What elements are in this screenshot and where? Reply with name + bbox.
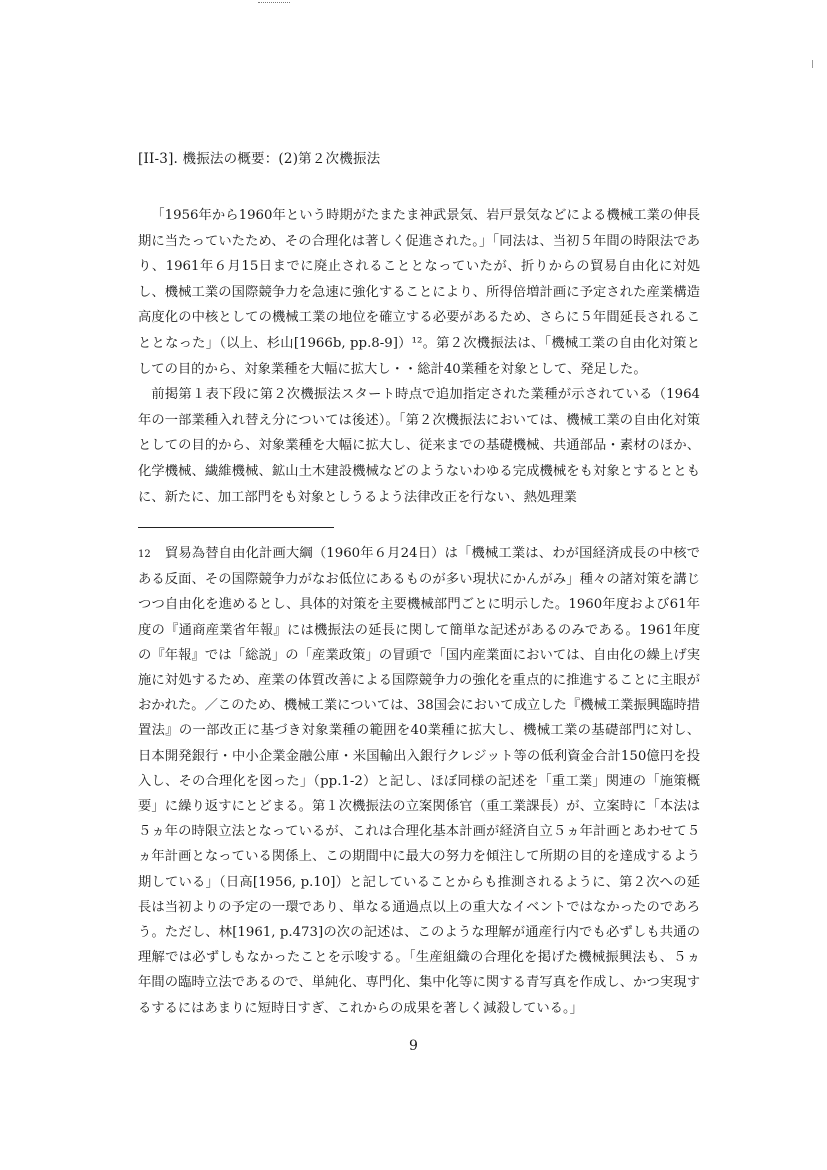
footnote-separator bbox=[138, 527, 334, 528]
scan-artifact bbox=[258, 2, 290, 4]
paragraph: 前掲第１表下段に第２次機振法スタート時点で追加指定された業種が示されている（1964年の一部業種入れ替え分については後述）。「第２次機振法においては、機械工業の自由化対策としての目的から、対象業種を大幅に拡大し、従来までの基礎機械、共通部品・素材のほか、化学機械、繊維機械、鉱山土木建設機械などのようないわゆる完成機械をも対象とするとともに、新たに、加工部門をも対象としうるよう法律改正を行ない、熱処理業 bbox=[138, 387, 700, 505]
footnote-text: 貿易為替自由化計画大綱（1960年６月24日）は「機械工業は、わが国経済成長の中核である反面、その国際競争力がなお低位にあるものが多い現状にかんがみ」種々の諸対策を講じつつ自由化を進めるとし、具体的対策を主要機械部門ごとに明示した。1960年度および61年度の『通商産業省年報』には機振法の延長に関して簡単な記述があるのみである。1961年度の『年報』では「総説」の「産業政策」の冒頭で「国内産業面においては、自由化の繰上げ実施に対処するため、産業の体質改善による国際競争力の強化を重点的に推進することに主眼がおかれた。／このため、機械工業については、38国会において成立した『機械工業振興臨時措置法』の一部改正に基づき対象業種の範囲を40業種に拡大し、機械工業の基礎部門に対し、日本開発銀行・中小企業金融公庫・米国輸出入銀行クレジット等の低利資金合計150億円を投入し、その合理化を図った」（pp.1-2）と記し、ほぼ同様の記述を「重工業」関連の「施策概要」に繰り返すにとどまる。第１次機振法の立案関係官（重工業課長）が、立案時に「本法は５ヵ年の時限立法となっているが、これは合理化基本計画が経済自立５ヵ年計画とあわせて５ヵ年計画となっている関係上、この期間中に最大の努力を傾注して所期の目的を達成するよう期している」（日高[1956, p.10]）と記していることからも推測されるように、第２次への延長は当初よりの予定の一環であり、単なる通過点以上の重大なイベントではなかったのであろう。ただし、林[1961, p.473]の次の記述は、このような理解が通産行内でも必ずしも共通の理解では必ずしもなかったことを示唆する。「生産組織の合理化を掲げた機械振興法も、５ヵ年間の臨時立法であるので、単純化、専門化、集中化等に関する青写真を作成し、かつ実現するするにはあまりに短時日すぎ、これからの成果を著しく減殺している。」 bbox=[138, 546, 700, 1016]
section-heading: [II-3]. 機振法の概要：(2)第２次機振法 bbox=[138, 151, 381, 167]
footnote-paragraph bbox=[138, 541, 700, 1021]
body-text bbox=[138, 203, 700, 510]
paragraph: 「1956年から1960年という時期がたまたま神武景気、岩戸景気などによる機械工業の伸長期に当たっていたため、その合理化は著しく促進された。」「同法は、当初５年間の時限法であり、1961年６月15日までに廃止されることとなっていたが、折りからの貿易自由化に対処し、機械工業の国際競争力を急速に強化することにより、所得倍増計画に予定された産業構造高度化の中核としての機械工業の地位を確立する必要があるため、さらに５年間延長されることとなった」（以上、杉山[1966b, pp.8-9]）¹²。第２次機振法は、「機械工業の自由化対策としての目的から、対象業種を大幅に拡大し・・総計40業種を対象として、発足した。 bbox=[138, 208, 700, 377]
scan-artifact bbox=[812, 60, 813, 68]
page-number: 9 bbox=[409, 1038, 418, 1054]
footnote bbox=[138, 541, 700, 1021]
footnote-mark: 12 bbox=[138, 549, 151, 560]
